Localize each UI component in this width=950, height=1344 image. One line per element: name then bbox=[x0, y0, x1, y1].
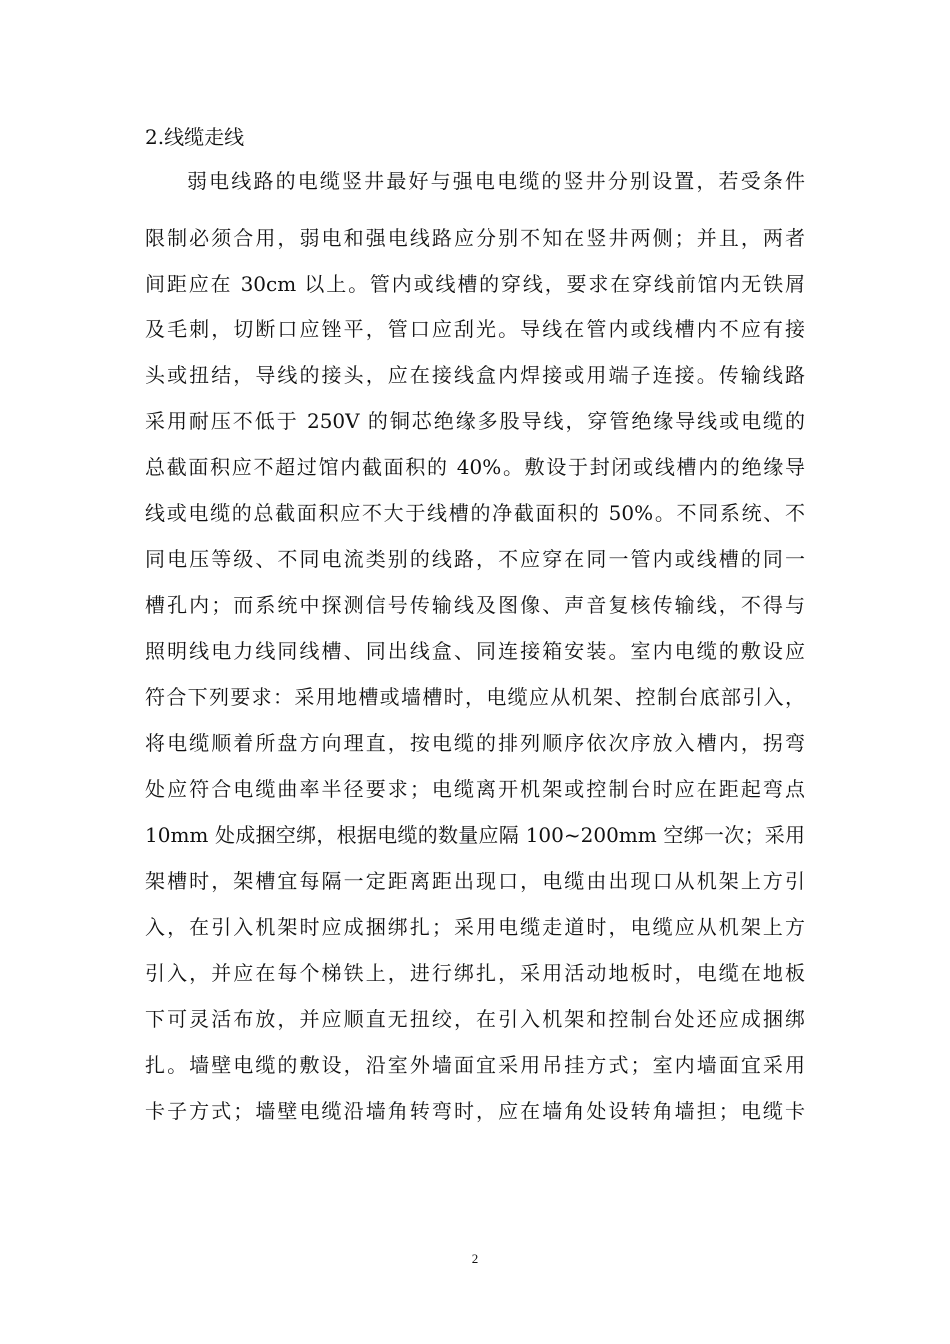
paragraph-line: 总截面积应不超过馆内截面积的 40%。敷设于封闭或线槽内的绝缘导 bbox=[145, 455, 805, 479]
paragraph-line: 槽孔内；而系统中探测信号传输线及图像、声音复核传输线，不得与 bbox=[145, 593, 805, 617]
paragraph-line: 卡子方式；墙壁电缆沿墙角转弯时，应在墙角处设转角墙担；电缆卡 bbox=[145, 1099, 805, 1123]
paragraph-line: 10mm 处成捆空绑，根据电缆的数量应隔 100~200mm 空绑一次；采用 bbox=[145, 823, 805, 847]
paragraph-line: 入，在引入机架时应成捆绑扎；采用电缆走道时，电缆应从机架上方 bbox=[145, 915, 805, 939]
paragraph-line: 线或电缆的总截面积应不大于线槽的净截面积的 50%。不同系统、不 bbox=[145, 501, 805, 525]
paragraph-line: 及毛刺，切断口应锉平，管口应刮光。导线在管内或线槽内不应有接 bbox=[145, 317, 805, 341]
paragraph-line: 将电缆顺着所盘方向理直，按电缆的排列顺序依次序放入槽内，拐弯 bbox=[145, 731, 805, 755]
paragraph-line: 处应符合电缆曲率半径要求；电缆离开机架或控制台时应在距起弯点 bbox=[145, 777, 805, 801]
paragraph-line: 弱电线路的电缆竖井最好与强电电缆的竖井分别设置，若受条件 bbox=[187, 169, 805, 193]
paragraph-line: 扎。墙壁电缆的敷设，沿室外墙面宜采用吊挂方式；室内墙面宜采用 bbox=[145, 1053, 805, 1077]
paragraph-line: 采用耐压不低于 250V 的铜芯绝缘多股导线，穿管绝缘导线或电缆的 bbox=[145, 409, 805, 433]
paragraph-line: 架槽时，架槽宜每隔一定距离距出现口，电缆由出现口从机架上方引 bbox=[145, 869, 805, 893]
section-heading: 2.线缆走线 bbox=[145, 125, 245, 149]
paragraph-line: 照明线电力线同线槽、同出线盒、同连接箱安装。室内电缆的敷设应 bbox=[145, 639, 805, 663]
paragraph-line: 同电压等级、不同电流类别的线路，不应穿在同一管内或线槽的同一 bbox=[145, 547, 805, 571]
page-number: 2 bbox=[471, 1251, 479, 1266]
paragraph-line: 头或扭结，导线的接头，应在接线盒内焊接或用端子连接。传输线路 bbox=[145, 363, 805, 387]
paragraph-line: 引入，并应在每个梯铁上，进行绑扎，采用活动地板时，电缆在地板 bbox=[145, 961, 805, 985]
paragraph-line: 符合下列要求：采用地槽或墙槽时，电缆应从机架、控制台底部引入， bbox=[145, 685, 805, 709]
paragraph-line: 下可灵活布放，并应顺直无扭绞，在引入机架和控制台处还应成捆绑 bbox=[145, 1007, 805, 1031]
paragraph-line: 间距应在 30cm 以上。管内或线槽的穿线，要求在穿线前馆内无铁屑 bbox=[145, 272, 805, 296]
paragraph-line: 限制必须合用，弱电和强电线路应分别不知在竖井两侧；并且，两者 bbox=[145, 226, 805, 250]
